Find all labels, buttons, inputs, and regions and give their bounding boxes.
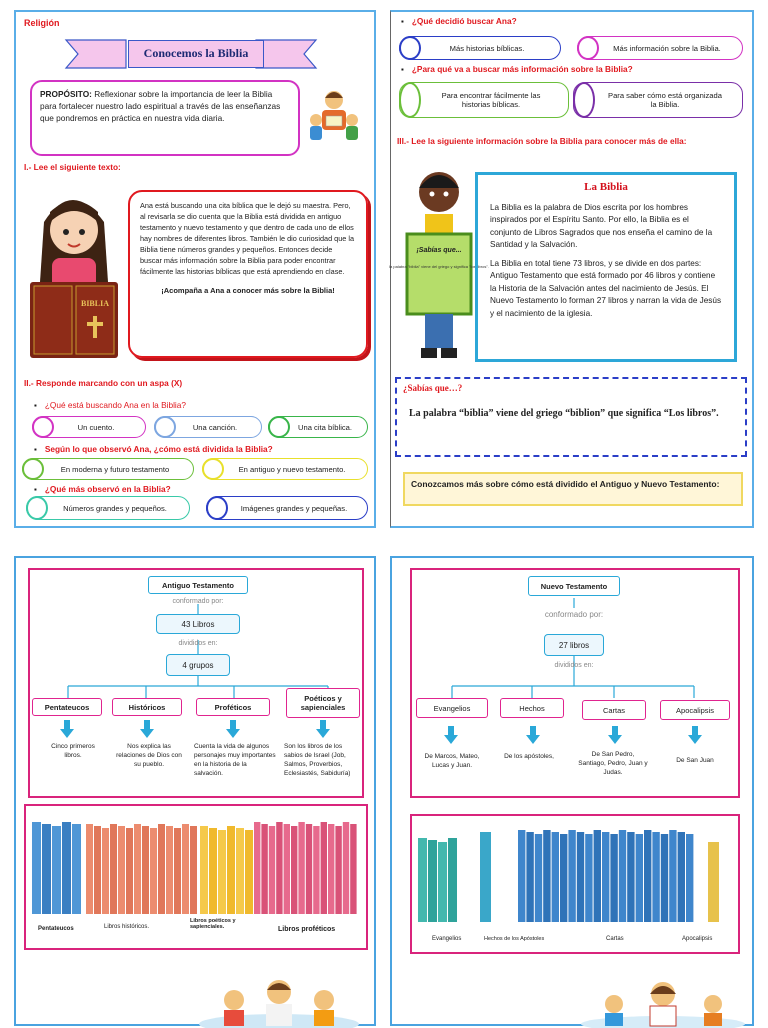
book-spine xyxy=(174,828,181,914)
q1-option-1[interactable]: Un cuento. xyxy=(32,416,146,438)
book-spine xyxy=(166,826,173,914)
node-old-testament: Antiguo Testamento xyxy=(148,576,248,594)
book-spine xyxy=(182,824,189,914)
did-you-know-title: ¿Sabías que…? xyxy=(403,383,463,393)
book-spine xyxy=(627,832,634,922)
book-spine xyxy=(594,830,601,922)
desc-historicos: Nos explica las relaciones de Dios con su pueblo. xyxy=(116,743,182,768)
purpose-box xyxy=(30,80,300,156)
page-title: Conocemos la Biblia xyxy=(128,40,264,68)
book-spine xyxy=(110,824,117,914)
bible-info-box xyxy=(475,172,737,362)
books-label-evangelios: Evangelios xyxy=(432,936,462,942)
boy-with-sign-illustration xyxy=(389,162,489,372)
book-spine xyxy=(321,822,327,914)
book-spine xyxy=(535,834,542,922)
book-spine xyxy=(518,830,525,922)
book-spine xyxy=(298,822,304,914)
desc-profeticos: Cuenta la vida de algunos personajes muy importantes en la historia de la salvación. xyxy=(194,743,276,777)
book-spine xyxy=(313,826,319,914)
book-spine xyxy=(291,826,297,914)
book-spine xyxy=(448,838,457,922)
book-spine xyxy=(328,824,334,914)
book-spine xyxy=(610,834,617,922)
q2-option-2[interactable]: En antiguo y nuevo testamento. xyxy=(202,458,368,480)
subject-label: Religión xyxy=(24,18,60,28)
book-spine xyxy=(708,842,719,922)
info-paragraph-1: La Biblia es la palabra de Dios escrita por los hombres inspirados por el Espíritu Santo. Por ello, la Biblia es el conjunto de Libros Sagrados que nos enseña el camino de la Santidad y la Salvación. xyxy=(490,202,713,249)
worksheet-page-2 xyxy=(390,10,754,528)
book-spine xyxy=(269,826,275,914)
sign-title: ¡Sabías que... xyxy=(416,247,462,254)
book-spine xyxy=(577,832,584,922)
book-spine xyxy=(118,826,125,914)
story-call: ¡Acompaña a Ana a conocer más sobre la Biblia! xyxy=(161,286,335,295)
reading-kids-illustration xyxy=(308,86,360,146)
label-conformado: conformado por: xyxy=(544,610,604,619)
book-spine xyxy=(636,834,643,922)
arrow-down-icon xyxy=(140,720,154,738)
book-spine xyxy=(602,832,609,922)
book-spine xyxy=(669,830,676,922)
q4-option-1[interactable]: Más historias bíblicas. xyxy=(399,36,561,60)
books-label-historicos: Libros históricos. xyxy=(104,924,150,930)
svg-text:BIBLIA: BIBLIA xyxy=(80,299,110,308)
sign-text: la palabra "biblia" viene del griego y significa "los libros". xyxy=(389,264,489,269)
book-spine xyxy=(418,838,427,922)
book-spine xyxy=(619,830,626,922)
question-5: ▪ ¿Para qué va a buscar más información sobre la Biblia? xyxy=(401,64,633,74)
book-spine xyxy=(236,828,244,914)
new-testament-books-illustration xyxy=(418,822,732,922)
node-new-testament: Nuevo Testamento xyxy=(528,576,620,596)
book-spine xyxy=(227,826,235,914)
book-spine xyxy=(686,834,693,922)
book-spine xyxy=(335,826,341,914)
desc-evangelios: De Marcos, Mateo, Lucas y Juan. xyxy=(424,753,480,769)
section-3-heading: III.- Lee la siguiente información sobre la Biblia para conocer más de ella: xyxy=(397,136,687,146)
book-spine xyxy=(560,834,567,922)
question-4: ▪ ¿Qué decidió buscar Ana? xyxy=(401,16,517,26)
question-3: ▪ ¿Qué más observó en la Biblia? xyxy=(34,484,171,494)
section-2-heading: II.- Responde marcando con un aspa (X) xyxy=(24,378,183,388)
book-spine xyxy=(158,824,165,914)
book-spine xyxy=(218,830,226,914)
section-1-heading: I.- Lee el siguiente texto: xyxy=(24,162,121,172)
book-spine xyxy=(276,822,282,914)
node-historicos: Históricos xyxy=(112,698,182,716)
node-book-count: 27 libros xyxy=(544,634,604,656)
node-poeticos: Poéticos y sapienciales xyxy=(286,688,360,718)
q1-option-2[interactable]: Una canción. xyxy=(154,416,262,438)
label-divididos: divididos en: xyxy=(554,662,594,669)
book-spine xyxy=(543,830,550,922)
desc-cartas: De San Pedro, Santiago, Pedro, Juan y Judas. xyxy=(578,751,648,776)
book-spine xyxy=(102,828,109,914)
arrow-down-icon xyxy=(688,726,702,744)
book-spine xyxy=(245,830,253,914)
desc-pentateucos: Cinco primeros libros. xyxy=(51,743,95,759)
node-groups: 4 grupos xyxy=(166,654,230,676)
purpose-label: PROPÓSITO: xyxy=(40,89,92,99)
node-cartas: Cartas xyxy=(582,700,646,720)
node-evangelios: Evangelios xyxy=(416,698,488,718)
q3-option-2[interactable]: Imágenes grandes y pequeñas. xyxy=(206,496,368,520)
desc-poeticos: Son los libros de los sabios de Israel (Job, Salmos, Proverbios, Eclesiastés, Sabiduría) xyxy=(284,743,351,777)
book-spine xyxy=(86,824,93,914)
info-paragraph-2: La Biblia en total tiene 73 libros, y se divide en dos partes: Antiguo Testamento que está formado por 46 libros y contiene la Historia de la Salvación antes del nacimiento de Jesús. El Nuevo Testamento lo forman 27 libros y narran la vida de Jesús y el nacimiento de la iglesia. xyxy=(490,258,722,318)
q3-option-1[interactable]: Números grandes y pequeños. xyxy=(26,496,190,520)
worksheet-page-1 xyxy=(14,10,376,528)
node-book-count: 43 Libros xyxy=(156,614,240,634)
book-spine xyxy=(142,826,149,914)
book-spine xyxy=(350,824,356,914)
q2-option-1[interactable]: En moderna y futuro testamento xyxy=(22,458,194,480)
book-spine xyxy=(32,822,41,914)
arrow-down-icon xyxy=(316,720,330,738)
book-spine xyxy=(343,822,349,914)
next-section-note: Conozcamos más sobre cómo está dividido el Antiguo y Nuevo Testamento: xyxy=(403,472,743,506)
arrow-down-icon xyxy=(608,726,622,744)
book-spine xyxy=(261,824,267,914)
book-spine xyxy=(661,834,668,922)
books-label-cartas: Cartas xyxy=(606,936,624,942)
book-spine xyxy=(126,828,133,914)
q1-option-3[interactable]: Una cita bíblica. xyxy=(268,416,368,438)
question-2: ▪ Según lo que observó Ana, ¿cómo está dividida la Biblia? xyxy=(34,444,273,454)
q5-option-1[interactable]: Para encontrar fácilmente las historias bíblicas. xyxy=(399,82,569,118)
book-spine xyxy=(190,826,197,914)
did-you-know-text: La palabra “biblia” viene del griego “biblion” que significa “Los libros”. xyxy=(409,408,719,419)
story-text: Ana está buscando una cita bíblica que le dejó su maestra. Pero, al revisarla se dio cuenta que la Biblia está dividida en antiguo testamento y nuevo testamento y que dentro de cada uno de ellos hay nombres de diferentes libros. También le dio curiosidad que la Biblia tiene números grandes y pequeños. Entonces decide buscar más información sobre la Biblia para poder encontrar fácilmente las historias bíblicas que está aprendiendo en clase. xyxy=(140,201,355,276)
book-spine xyxy=(200,826,208,914)
book-spine xyxy=(644,830,651,922)
book-spine xyxy=(652,832,659,922)
label-divididos: divididos en: xyxy=(178,640,218,647)
arrow-down-icon xyxy=(226,720,240,738)
children-reading-illustration xyxy=(194,972,364,1028)
arrow-down-icon xyxy=(60,720,74,738)
book-spine xyxy=(52,826,61,914)
node-hechos: Hechos xyxy=(500,698,564,718)
jesus-with-children-illustration xyxy=(578,978,748,1028)
old-testament-books-illustration xyxy=(32,814,360,914)
books-label-profeticos: Libros proféticos xyxy=(278,926,336,933)
story-textbox xyxy=(128,190,368,358)
book-spine xyxy=(94,826,101,914)
node-profeticos: Proféticos xyxy=(196,698,270,716)
ana-girl-illustration xyxy=(22,182,126,362)
books-label-poeticos: Libros poéticos y sapienciales. xyxy=(190,918,236,930)
book-spine xyxy=(526,832,533,922)
desc-apocalipsis: De San Juan xyxy=(676,757,714,764)
books-label-apocalipsis: Apocalipsis xyxy=(682,936,713,942)
q5-option-2[interactable]: Para saber cómo está organizada la Biblia. xyxy=(573,82,743,118)
purpose-text: Reflexionar sobre la importancia de leer la Biblia para fortalecer nuestro lado espiritual a través de las enseñanzas que pondremos en práctica en nuestra vida diaria. xyxy=(40,89,281,123)
book-spine xyxy=(585,834,592,922)
book-spine xyxy=(209,828,217,914)
books-label-pentateucos: Pentateucos xyxy=(38,926,74,932)
book-spine xyxy=(306,824,312,914)
book-spine xyxy=(552,832,559,922)
book-spine xyxy=(438,842,447,922)
question-1: ▪ ¿Qué está buscando Ana en la Biblia? xyxy=(34,400,186,410)
did-you-know-box xyxy=(395,377,747,457)
book-spine xyxy=(72,824,81,914)
q4-option-2[interactable]: Más información sobre la Biblia. xyxy=(577,36,743,60)
book-spine xyxy=(428,840,437,922)
label-conformado: conformado por: xyxy=(172,598,224,605)
books-label-hechos: Hechos de los Apóstoles xyxy=(484,936,545,942)
new-testament-page xyxy=(390,556,754,1026)
book-spine xyxy=(568,830,575,922)
book-spine xyxy=(284,824,290,914)
node-pentateucos: Pentateucos xyxy=(32,698,102,716)
node-apocalipsis: Apocalipsis xyxy=(660,700,730,720)
arrow-down-icon xyxy=(444,726,458,744)
desc-hechos: De los apóstoles, xyxy=(504,753,554,760)
info-box-title: La Biblia xyxy=(584,181,628,193)
book-spine xyxy=(254,822,260,914)
book-spine xyxy=(678,832,685,922)
book-spine xyxy=(42,824,51,914)
old-testament-page xyxy=(14,556,376,1026)
book-spine xyxy=(150,828,157,914)
arrow-down-icon xyxy=(526,726,540,744)
book-spine xyxy=(134,824,141,914)
book-spine xyxy=(62,822,71,914)
book-spine xyxy=(480,832,491,922)
